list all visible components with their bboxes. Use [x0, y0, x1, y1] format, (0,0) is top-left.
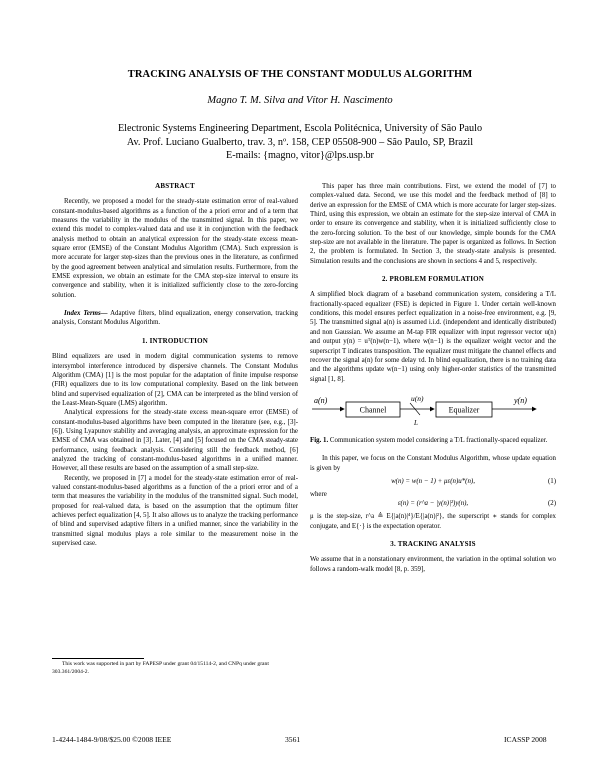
equation-2-expression: ε(n) = (r^a − |y(n)|²)y(n), [397, 500, 469, 508]
footnote-rule [52, 658, 144, 659]
affiliation [0, 122, 600, 163]
intro-paragraph-3: Recently, we proposed in [7] a model for the steady-state estimation error of real-valued constant-modulus-based algorithms as a function of the a priori error and of a term that measures the variability in the modulus of the transmitted signal. Such model, proposed for real-valued data, is based on the assumption that the optimum filter achieves perfect equalization [4, 5]. It also allows us to analyze the tracking performance of blind and supervised adaptive filters in a unified manner, since the variability in the transmitted signal modulus plays a role similar to the measurement noise in the supervised case. [52, 474, 298, 548]
block-diagram-svg [310, 392, 556, 432]
abstract-heading: ABSTRACT [155, 182, 195, 190]
equation-1-number: (1) [547, 477, 556, 485]
intro-paragraph-1: Blind equalizers are used in modern digital communication systems to remove intersymbol interference introduced by dispersive channels. The Constant Modulus Algorithm (CMA) [1] is the most popular for the adaptation of finite impulse response (FIR) equalizers due to its low computational complexity. Based on the link between blind and supervised equalization of [2], CMA can be interpreted as the blind version of the Least-Mean-Square (LMS) algorithm. [52, 353, 298, 407]
cma-intro-paragraph: In this paper, we focus on the Constant Modulus Algorithm, whose update equation is given by [310, 455, 556, 472]
figure-1-caption [310, 436, 556, 445]
footer-page-number: 3561 [285, 735, 301, 744]
problem-paragraph: A simplified block diagram of a baseband communication system, considering a T/L fractionally-spaced equalizer (FSE) is depicted in Figure 1. Under certain well-known conditions, this model ensures perfect equalization in a noise-free environment, e.g. [9, 5]. The transmitted signal a(n) is assumed i.i.d. (independent and identically distributed) and non Gaussian. We assume an M-tap FIR equalizer with input regressor vector u(n) and output y(n) = uᵀ(n)w(n−1), where w(n−1) is the equalizer weight vector and the superscript T indicates transposition. The equalizer must mitigate the channel effects and recover the signal a(n) for some delay τd. In blind equalization, there is no training data and the algorithms update w(n−1) using only higher-order statistics of the transmitted signal [1, 8]. [310, 291, 556, 383]
right-column [310, 182, 556, 574]
footer-copyright: 1-4244-1484-9/08/$25.00 ©2008 IEEE [52, 735, 172, 744]
sampling-L-label: L [414, 418, 418, 427]
contributions-paragraph: This paper has three main contributions. First, we extend the model of [7] to complex-valued data. Second, we use this model and the feedback method of [8] to derive an expression for the EMSE of CMA which is more accurate for larger step-sizes. Third, using this expression, we obtain an estimate for the step-size interval of CMA in order to ensure its convergence and stability, when it is initialized sufficiently close to the zero-forcing solution. To the best of our knowledge, simple bounds for the CMA step-size are not available in the literature. The paper is organized as follows. In Section 2, the problem is formulated. In Section 3, the steady-state analysis is presented. Simulation results and the conclusions are shown in sections 4 and 5, respectively. [310, 183, 556, 265]
footnote: This work was supported in part by FAPESP under grant 04/15114-2, and CNPq under grant 303.361/2004-2. [52, 661, 269, 675]
paper-authors: Magno T. M. Silva and Vítor H. Nascimento [207, 95, 393, 106]
equation-1-expression: w(n) = w(n − 1) + με(n)u*(n), [391, 477, 475, 485]
problem-formulation-heading: 2. PROBLEM FORMULATION [381, 275, 485, 284]
caption-label: Fig. 1. [310, 436, 329, 444]
figure-1-block-diagram [310, 392, 556, 432]
equalizer-label: Equalizer [448, 405, 480, 415]
signal-u-label: u(n) [411, 393, 424, 403]
index-terms [52, 309, 298, 328]
footer-conference: ICASSP 2008 [504, 735, 547, 744]
channel-label: Channel [359, 405, 387, 415]
affiliation-line-1: Electronic Systems Engineering Department, Escola Politécnica, University of São Paulo [117, 123, 483, 134]
index-terms-label: Index Terms— [64, 310, 108, 318]
affiliation-line-2: Av. Prof. Luciano Gualberto, trav. 3, nº. 158, CEP 05508-900 – São Paulo, SP, Brazil [126, 136, 474, 148]
step-size-paragraph: μ is the step-size, r^a ≜ E{|a(n)|⁴}/E{|a(n)|²}, the superscript ∗ stands for complex conjugate, and E{·} is the expectation operator. [310, 513, 556, 530]
left-column [52, 182, 298, 548]
tracking-paragraph: We assume that in a nonstationary environment, the variation in the optimal solution wo follows a random-walk model [8, p. 359], [310, 556, 556, 573]
paper-title: TRACKING ANALYSIS OF THE CONSTANT MODULUS ALGORITHM [127, 69, 473, 80]
affiliation-line-3: E-mails: {magno, vitor}@lps.usp.br [226, 150, 374, 161]
abstract-text: Recently, we proposed a model for the steady-state estimation error of real-valued constant-modulus-based algorithms as a function of the a priori error and of a term that measures the variability in the modulus of the transmitted signal. In this paper, we extend this model to complex-valued data and use it in conjunction with the feedback analysis method to obtain an analytical expression for the steady-state excess mean-square error (EMSE) of the Constant Modulus Algorithm (CMA). Such expression is more accurate for larger step-sizes than the previous ones in the literature, as confirmed by the good agreement between analytical and simulation results. Furthermore, from the EMSE expression, we obtain an estimate for the CMA step-size interval to ensure its convergence and stability, when it is initialized sufficiently close to the zero-forcing solution. [52, 198, 298, 299]
equation-2-number: (2) [547, 500, 556, 508]
where-text: where [310, 490, 327, 498]
signal-a-label: a(n) [314, 395, 328, 405]
equation-1 [310, 477, 556, 490]
equation-2 [310, 499, 556, 512]
intro-paragraph-2: Analytical expressions for the steady-state excess mean-square error (EMSE) of constant-modulus-based algorithms have been computed in the literature (see, e.g., [3]-[6]). Using Lyapunov stability and averaging analysis, an approximate expression for the EMSE of CMA was obtained in [3]. Later, [4] and [5] focused on the CMA steady-state performance, using feedback analysis. Considering still the feedback method, [6] analyzed the tracking of constant-modulus-based algorithms in a unified manner. However, all these results are based on the assumption of a small step-size. [52, 409, 298, 473]
index-terms-text: Adaptive filters, blind equalization, energy conservation, tracking analysis, Constant Modulus Algorithm. [52, 310, 298, 327]
intro-heading: 1. INTRODUCTION [141, 336, 208, 345]
tracking-analysis-heading: 3. TRACKING ANALYSIS [390, 539, 476, 548]
caption-text: Communication system model considering a T/L fractionally-spaced equalizer. [328, 436, 548, 444]
signal-y-label: y(n) [514, 395, 527, 405]
